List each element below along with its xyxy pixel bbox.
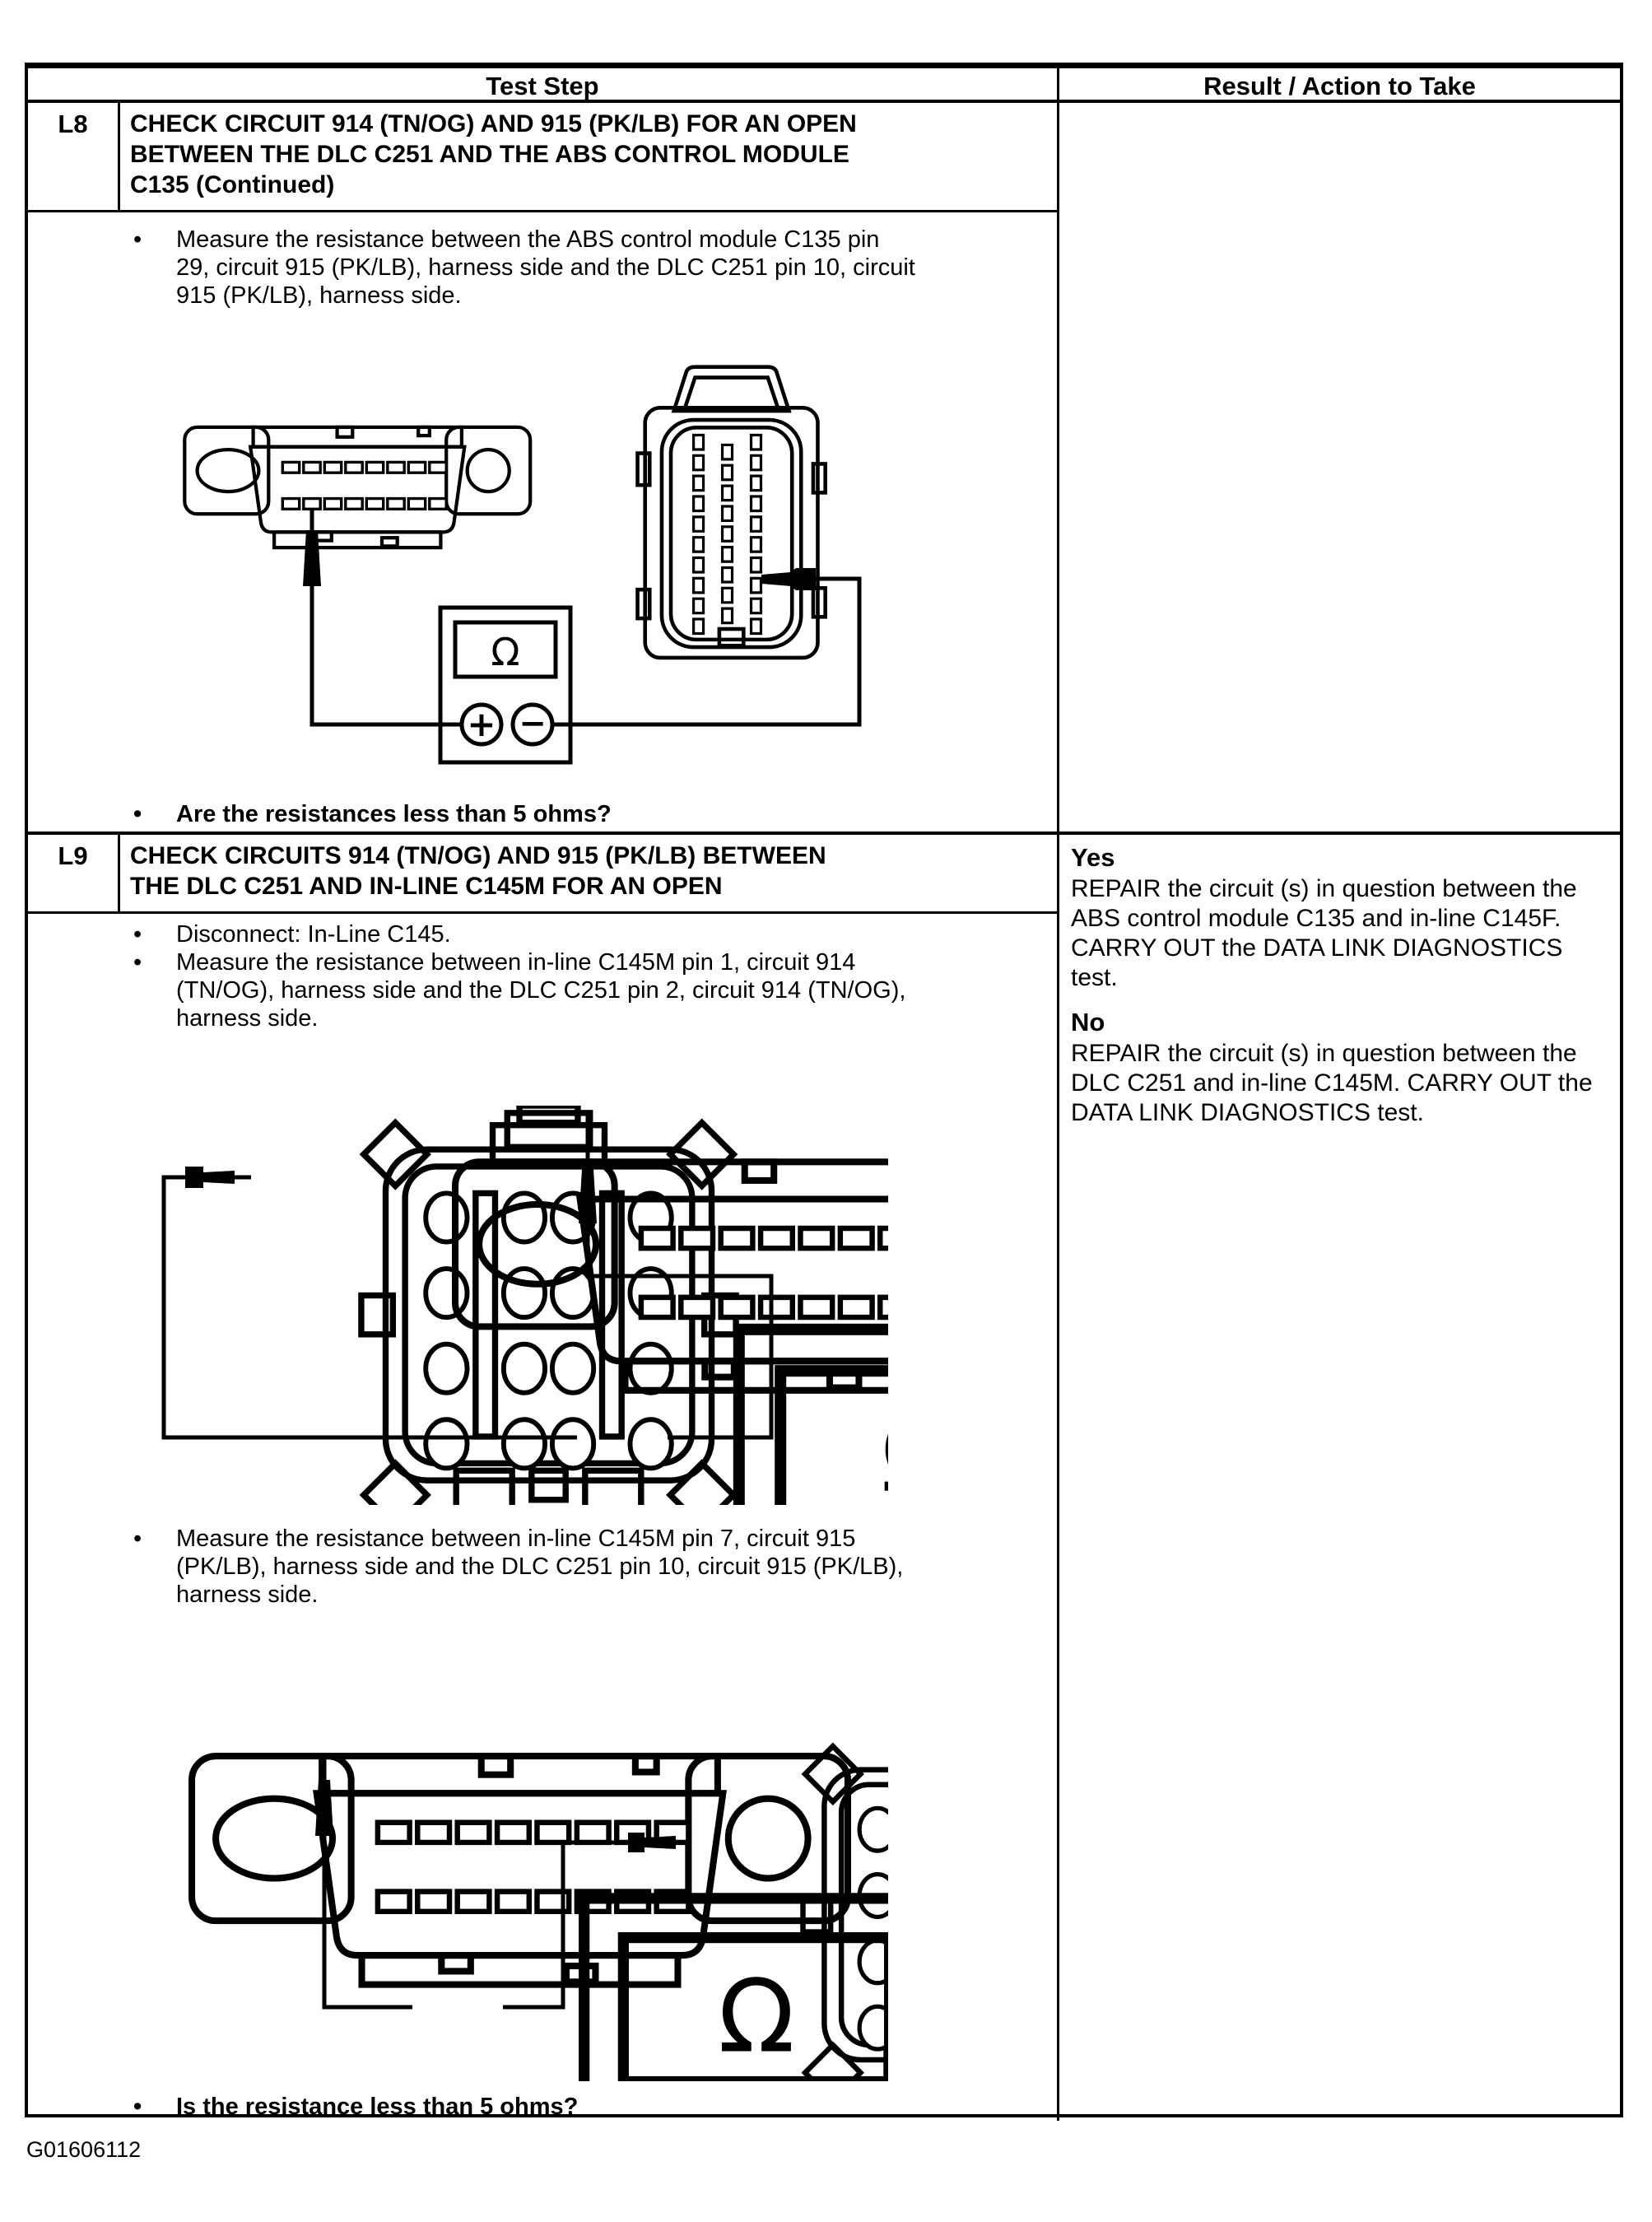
l9-circuit-diagram-2 (147, 1645, 888, 2081)
bullet-glyph: • (133, 801, 142, 827)
l8-title-line2: BETWEEN THE DLC C251 AND THE ABS CONTROL MODULE (130, 141, 849, 168)
bullet-glyph: • (133, 2094, 142, 2120)
abs-module-connector (638, 367, 826, 658)
l8-question-text: Are the resistances less than 5 ohms? (176, 801, 612, 827)
l8-heading (28, 103, 1057, 212)
l8-instruction-text: Measure the resistance between the ABS control module C135 pin 29, circuit 915 (PK/LB), harness side and the DLC C251 pin 10, circuit 915 (PK/LB), harness side. (176, 226, 915, 309)
l8-step-body (28, 212, 1057, 828)
l9-test-step-cell (28, 835, 1059, 2121)
bullet-glyph: • (133, 226, 142, 253)
probe (761, 568, 816, 590)
l8-title-line1: CHECK CIRCUIT 914 (TN/OG) AND 915 (PK/LB) FOR AN OPEN (130, 110, 857, 137)
result-no-label: No (1071, 1008, 1105, 1036)
l9-question-text: Is the resistance less than 5 ohms? (176, 2094, 579, 2120)
l9-question-bullet (28, 2093, 1057, 2121)
l8-title-line3: C135 (Continued) (130, 171, 335, 198)
l9-result-cell (1059, 835, 1620, 2121)
result-no-text: REPAIR the circuit (s) in question between the DLC C251 and in-line C145M. CARRY OUT the DATA LINK DIAGNOSTICS test. (1071, 1040, 1593, 1126)
test-step-row-l9 (28, 835, 1620, 2121)
result-yes-label: Yes (1071, 843, 1115, 872)
l9-step-title (120, 835, 843, 911)
probe (303, 530, 321, 586)
probe (315, 1780, 333, 1836)
bullet-glyph: • (133, 949, 142, 976)
l8-test-step-cell (28, 103, 1059, 832)
l8-step-id: L8 (28, 103, 120, 210)
l9-instruction-text-2: Measure the resistance between in-line C145M pin 7, circuit 915 (PK/LB), harness side and the DLC C251 pin 10, circuit 915 (PK/LB), harness side. (176, 1526, 904, 1608)
bullet-glyph: • (133, 921, 142, 948)
dlc-connector (192, 1756, 848, 1984)
figure-id: G01606112 (26, 2137, 142, 2162)
test-step-row-l8 (28, 103, 1620, 835)
l9-instruction-bullet-2 (28, 1525, 1057, 1609)
l9-title-line1: CHECK CIRCUITS 914 (TN/OG) AND 915 (PK/LB) BETWEEN (130, 842, 826, 869)
ohmmeter (739, 1330, 888, 1505)
l9-disconnect-text: Disconnect: In-Line C145. (176, 921, 451, 948)
probe (185, 1167, 235, 1188)
test-step-column-header: Test Step (28, 68, 1059, 100)
l8-result-cell (1059, 103, 1620, 832)
l8-question-bullet (28, 800, 1057, 828)
table-header-row (28, 68, 1620, 103)
dlc-connector (184, 427, 530, 547)
l9-step-body (28, 914, 1057, 2121)
result-action-column-header: Result / Action to Take (1203, 72, 1476, 100)
ohmmeter (440, 608, 570, 762)
l9-title-line2: THE DLC C251 AND IN-LINE C145M FOR AN OPEN (130, 873, 723, 900)
l8-instruction-bullet (28, 226, 1057, 310)
l9-instruction-bullet-1 (28, 948, 1057, 1032)
l9-instruction-text-1: Measure the resistance between in-line C145M pin 1, circuit 914 (TN/OG), harness side and the DLC C251 pin 2, circuit 914 (TN/OG), harness side. (176, 949, 906, 1032)
result-yes-text: REPAIR the circuit (s) in question between the ABS control module C135 and in-line C145F. CARRY OUT the DATA LINK DIAGNOSTICS test. (1071, 875, 1577, 991)
l9-step-id: L9 (28, 835, 120, 911)
pinpoint-test-table (25, 63, 1623, 2120)
l8-step-title (120, 103, 873, 210)
l9-disconnect-bullet (28, 920, 1057, 948)
l9-heading (28, 835, 1057, 914)
probe (579, 1169, 597, 1223)
l8-circuit-diagram (147, 356, 888, 792)
bullet-glyph: • (133, 1526, 142, 1552)
l9-circuit-diagram-1 (147, 1044, 888, 1505)
